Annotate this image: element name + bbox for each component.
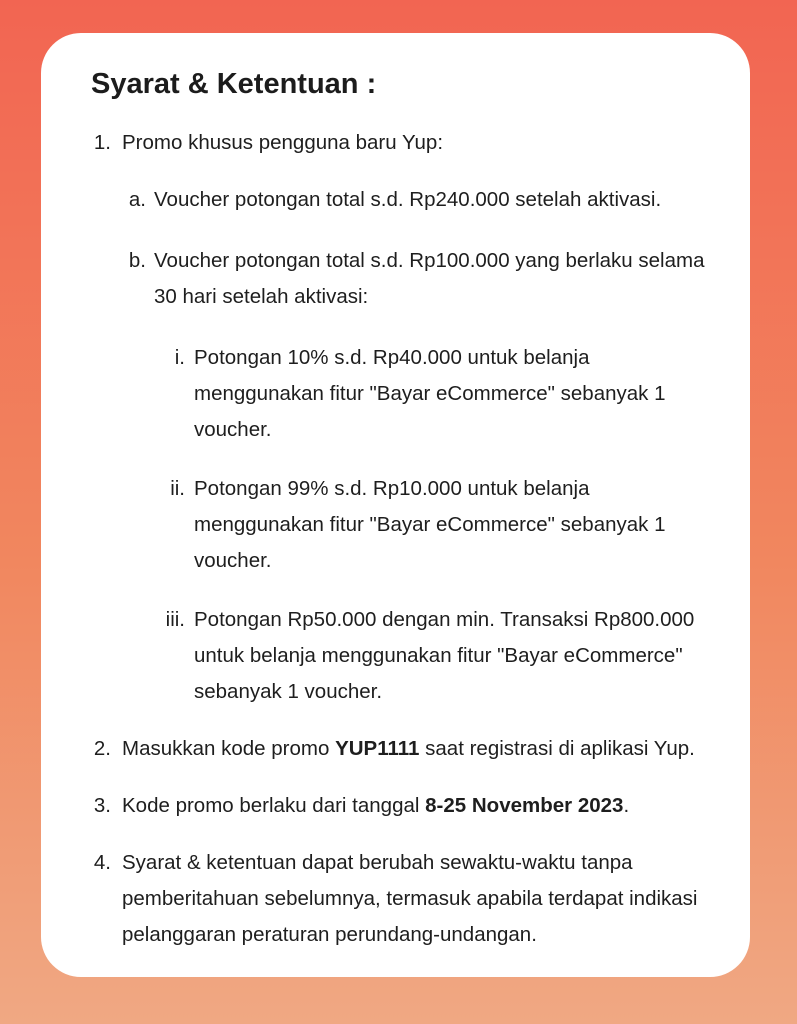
sub-sub-text: Potongan 99% s.d. Rp10.000 untuk belanja menggunakan fitur "Bayar eCommerce" sebanyak 1 voucher. bbox=[194, 477, 666, 572]
list-item-2 bbox=[91, 731, 720, 767]
roman-number: ii. bbox=[170, 477, 185, 500]
list-item-3 bbox=[91, 788, 720, 824]
sub-sub-item-iii bbox=[155, 602, 720, 710]
list-text: Promo khusus pengguna baru Yup: bbox=[122, 131, 444, 154]
list-item-1 bbox=[91, 125, 720, 161]
text-after: . bbox=[623, 794, 630, 817]
sub-letter: a. bbox=[128, 188, 146, 211]
page-title: Syarat & Ketentuan : bbox=[91, 68, 377, 100]
sub-sub-text: Potongan 10% s.d. Rp40.000 untuk belanja menggunakan fitur "Bayar eCommerce" sebanyak 1 voucher. bbox=[194, 346, 666, 441]
terms-card bbox=[41, 33, 750, 977]
roman-number: iii. bbox=[165, 608, 185, 631]
text-before: Kode promo berlaku dari tanggal bbox=[122, 794, 426, 817]
roman-number: i. bbox=[174, 346, 185, 369]
sub-letter: b. bbox=[128, 249, 146, 272]
list-number: 4. bbox=[93, 851, 111, 874]
list-number: 2. bbox=[93, 737, 111, 760]
sub-sub-item-i bbox=[155, 340, 720, 448]
promo-code: YUP1111 bbox=[335, 737, 420, 760]
list-item-4 bbox=[91, 845, 720, 953]
sub-text: Voucher potongan total s.d. Rp100.000 yang berlaku selama 30 hari setelah aktivasi: bbox=[154, 249, 705, 308]
list-text bbox=[122, 788, 720, 824]
text-before: Masukkan kode promo bbox=[122, 737, 336, 760]
promo-dates: 8-25 November 2023 bbox=[425, 794, 624, 817]
sub-item-a bbox=[124, 182, 720, 218]
list-text: Syarat & ketentuan dapat berubah sewaktu-waktu tanpa pemberitahuan sebelumnya, termasuk apabila terdapat indikasi pelanggaran peraturan perundang-undangan. bbox=[122, 851, 698, 946]
text-after: saat registrasi di aplikasi Yup. bbox=[419, 737, 695, 760]
sub-sub-text: Potongan Rp50.000 dengan min. Transaksi Rp800.000 untuk belanja menggunakan fitur "Bayar eCommerce" sebanyak 1 voucher. bbox=[194, 608, 695, 703]
sub-text: Voucher potongan total s.d. Rp240.000 setelah aktivasi. bbox=[154, 188, 662, 211]
list-text bbox=[122, 731, 720, 767]
sub-sub-item-ii bbox=[155, 471, 720, 579]
list-number: 3. bbox=[93, 794, 111, 817]
list-number: 1. bbox=[93, 131, 111, 154]
sub-item-b bbox=[124, 243, 720, 315]
